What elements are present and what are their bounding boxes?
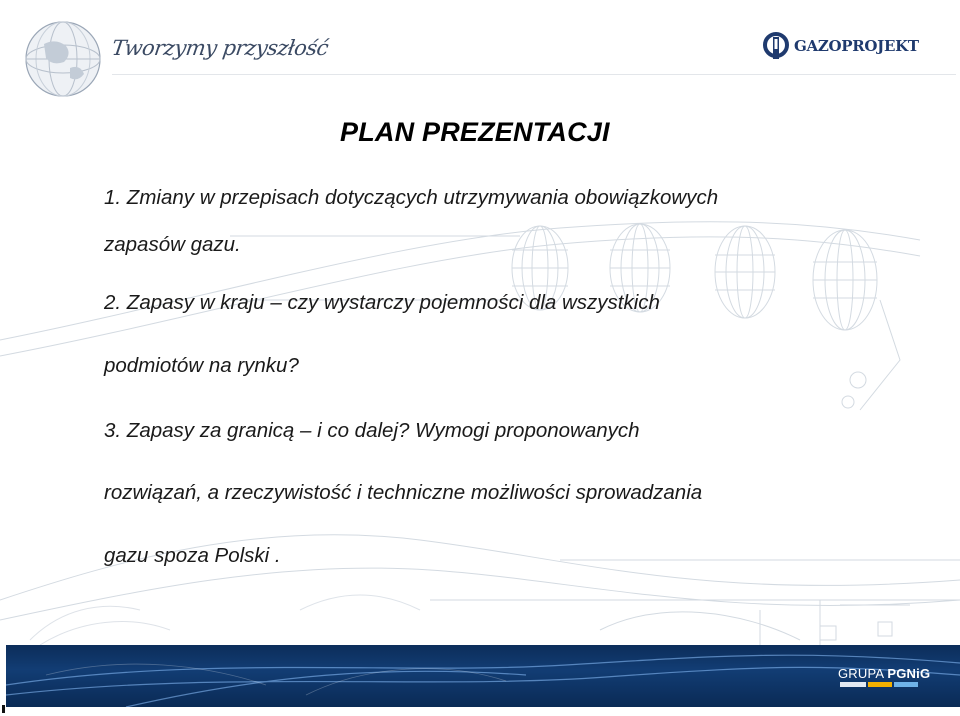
company-slogan: Tworzymy przyszłość xyxy=(110,36,330,60)
agenda-line-7: gazu spoza Polski . xyxy=(104,544,281,567)
agenda-line-2: zapasów gazu. xyxy=(104,233,241,256)
agenda-line-1: 1. Zmiany w przepisach dotyczących utrzymywania obowiązkowych xyxy=(104,186,719,209)
pgnig-group-logo xyxy=(838,666,930,681)
globe-logo-icon xyxy=(22,18,104,100)
gazoprojekt-mark-icon xyxy=(762,31,790,61)
slide-title: PLAN PREZENTACJI xyxy=(340,117,610,147)
footer-light-streaks xyxy=(6,645,960,707)
pgnig-group-name: PGNiG xyxy=(887,666,931,681)
gazoprojekt-logo xyxy=(762,30,919,62)
agenda-line-4: podmiotów na rynku? xyxy=(104,354,299,377)
mesh-cylinder-3 xyxy=(715,226,775,318)
header-divider xyxy=(112,74,956,75)
agenda-line-5: 3. Zapasy za granicą – i co dalej? Wymogi proponowanych xyxy=(104,419,640,442)
gazoprojekt-wordmark: GAZOPROJEKT xyxy=(794,37,919,55)
corner-mark xyxy=(2,705,5,713)
agenda-line-6: rozwiązań, a rzeczywistość i techniczne możliwości sprowadzania xyxy=(104,481,703,504)
pgnig-color-bars xyxy=(840,682,920,688)
pgnig-group-prefix: GRUPA xyxy=(838,666,884,681)
agenda-line-3: 2. Zapasy w kraju – czy wystarczy pojemności dla wszystkich xyxy=(104,291,660,314)
